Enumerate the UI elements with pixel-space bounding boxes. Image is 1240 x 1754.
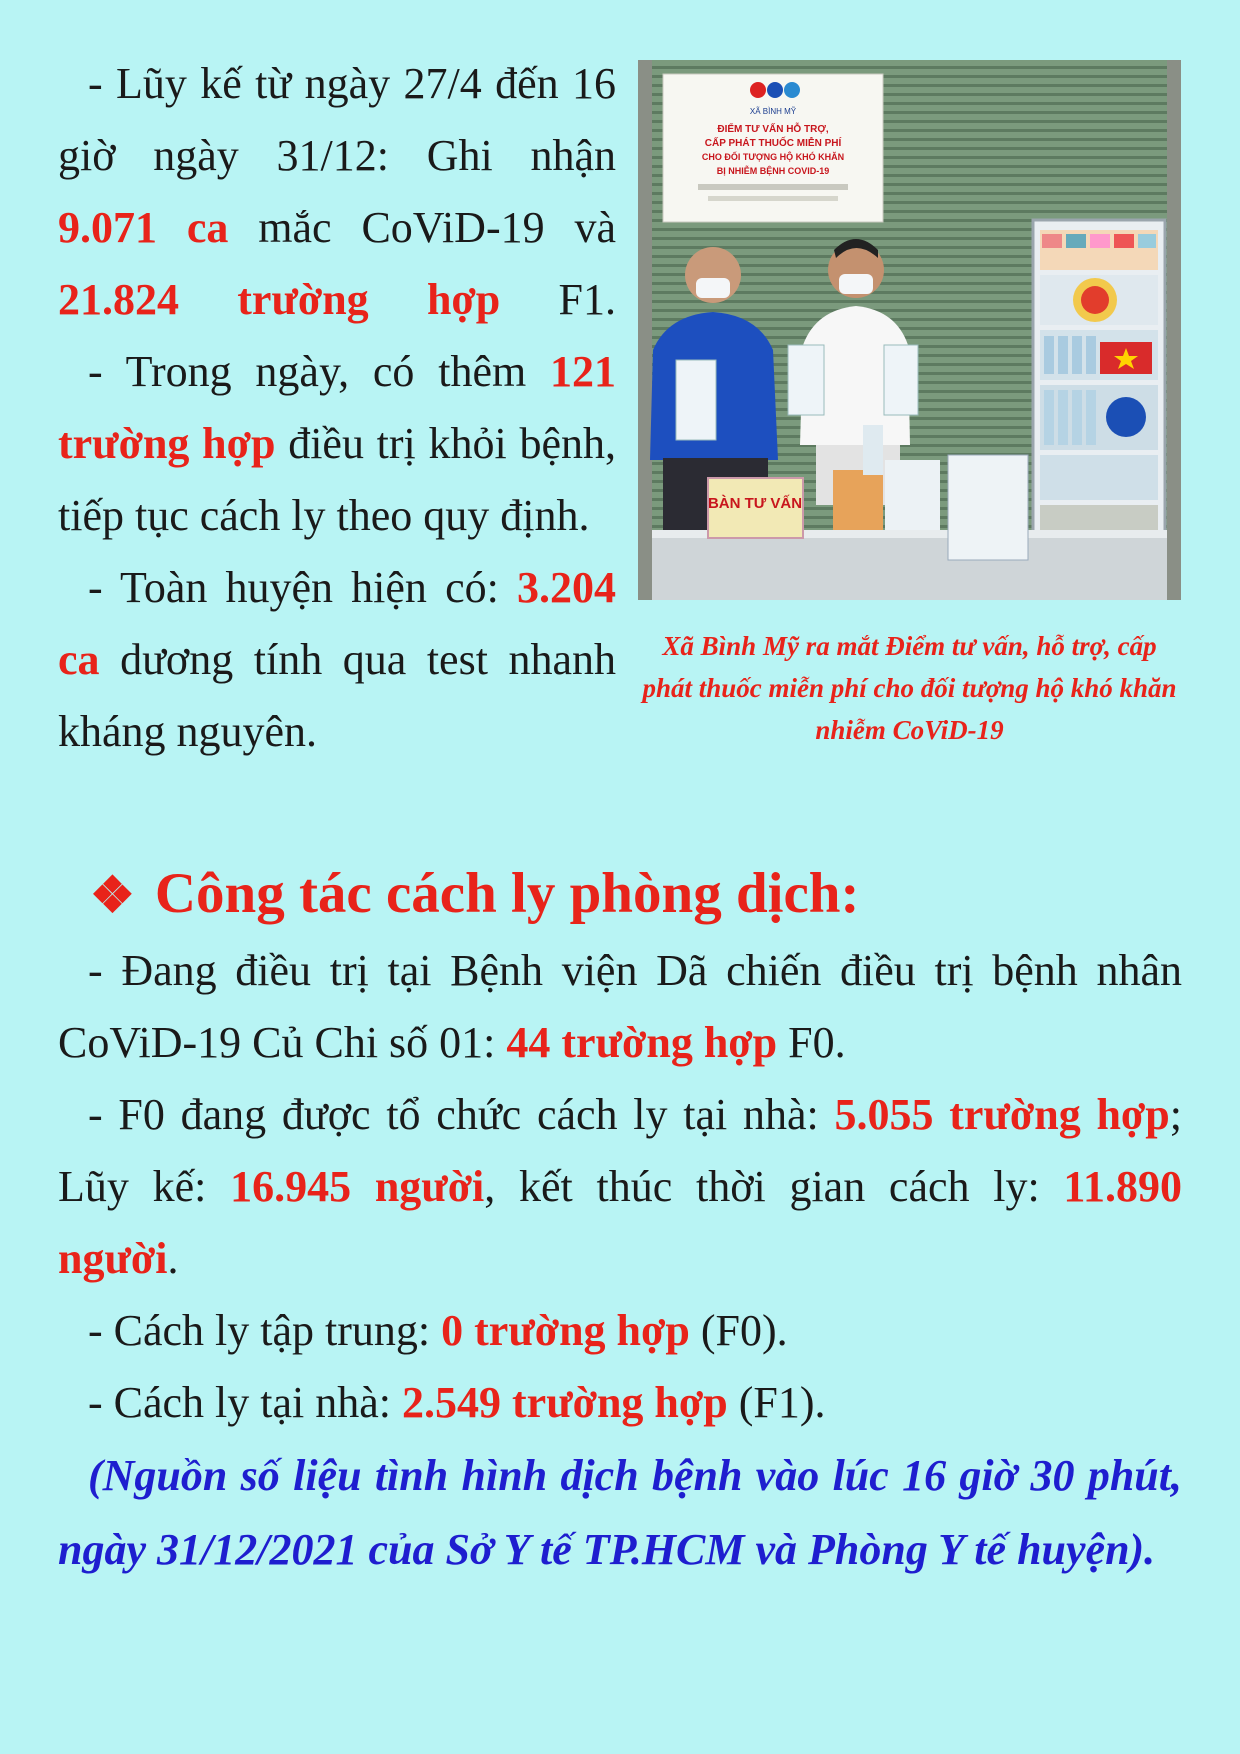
heading-text: Công tác cách ly phòng dịch: [154, 862, 860, 925]
stat-home-f1 [58, 1367, 1182, 1439]
text: - Cách ly tập trung: [88, 1306, 442, 1355]
stat-concentrated [58, 1295, 1182, 1367]
text: - Đang điều trị tại Bệnh viện Dã chiến điều trị bệnh nhân CoViD-19 Củ Chi số 01: [58, 946, 1182, 1067]
text: , kết thúc thời gian cách ly: [484, 1162, 1064, 1211]
stat-home-f0 [58, 1079, 1182, 1295]
stat-recovered [58, 336, 616, 552]
photo-caption: Xã Bình Mỹ ra mắt Điểm tư vấn, hỗ trợ, cấp phát thuốc miễn phí cho đối tượng hộ khó khăn nhiễm CoViD-19 [642, 631, 1177, 745]
text: điều trị khỏi bệnh, tiếp tục cách ly theo quy định. [58, 419, 617, 540]
sign-line: ĐIỂM TƯ VẤN HỖ TRỢ, [717, 124, 829, 135]
stat-positive [58, 552, 616, 768]
sign-line: CẤP PHÁT THUỐC MIỄN PHÍ [704, 138, 842, 149]
event-photo [638, 60, 1181, 600]
highlight-hospital: 44 trường hợp [506, 1018, 778, 1067]
text: (F0). [689, 1306, 788, 1355]
highlight-ended: 11.890 người [58, 1162, 1182, 1283]
text: dương tính qua test nhanh kháng nguyên. [58, 635, 616, 756]
sign-line: BỊ NHIỄM BỆNH COVID-19 [716, 166, 830, 176]
highlight-concentrated: 0 trường hợp [441, 1306, 690, 1355]
highlight-positive: 3.204 ca [58, 563, 616, 684]
sign-title: XÃ BÌNH MỸ [749, 107, 797, 116]
highlight-recovered: 121 trường hợp [58, 347, 616, 468]
highlight-cumulative: 16.945 người [230, 1162, 485, 1211]
text: - Lũy kế từ ngày 27/4 đến 16 giờ ngày 31/12: Ghi nhận [58, 59, 616, 180]
text: - Trong ngày, có thêm [88, 347, 550, 396]
photo-illustration [638, 60, 1181, 600]
highlight-cases: 9.071 ca [58, 203, 229, 252]
text: F1. [500, 275, 616, 324]
text: - Cách ly tại nhà: [88, 1378, 403, 1427]
left-column [58, 48, 616, 768]
highlight-home-f0: 5.055 trường hợp [834, 1090, 1170, 1139]
section-heading [90, 858, 859, 931]
text: ; Lũy kế: [58, 1090, 1182, 1211]
highlight-f1: 21.824 trường hợp [58, 275, 501, 324]
stat-hospital [58, 935, 1182, 1079]
text: - Toàn huyện hiện có: [88, 563, 517, 612]
stat-cumulative [58, 48, 616, 336]
text: . [167, 1234, 179, 1283]
text: - F0 đang được tổ chức cách ly tại nhà: [88, 1090, 835, 1139]
text: (F1). [727, 1378, 826, 1427]
sign-line: CHO ĐỐI TƯỢNG HỘ KHÓ KHĂN [701, 152, 845, 162]
highlight-home-f1: 2.549 trường hợp [402, 1378, 728, 1427]
source-note: (Nguồn số liệu tình hình dịch bệnh vào lúc 16 giờ 30 phút, ngày 31/12/2021 của Sở Y tế TP.HCM và Phòng Y tế huyện). [58, 1451, 1182, 1574]
desk-sign: BÀN TƯ VẤN [707, 495, 803, 512]
text: F0. [777, 1018, 846, 1067]
diamond-icon: ❖ [90, 867, 135, 923]
text: mắc CoViD-19 và [228, 203, 617, 252]
quarantine-section [58, 935, 1182, 1587]
